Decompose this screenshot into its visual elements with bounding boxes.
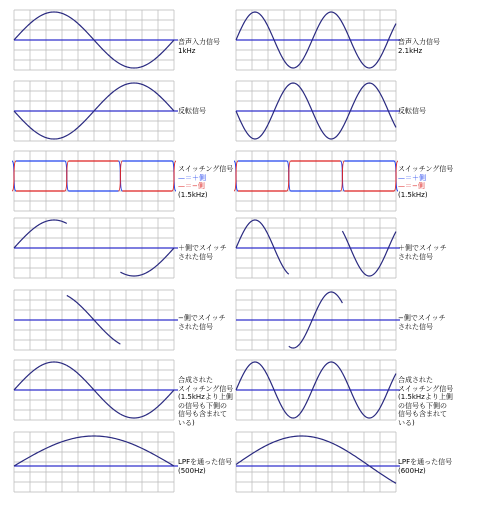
panel-label-line: −側でスイッチ (398, 314, 446, 322)
switch-transition (234, 161, 238, 191)
panel-label-line: −側でスイッチ (178, 314, 226, 322)
panel-label-line: ＋側でスイッチ (178, 244, 227, 252)
panel-label-line: スイッチング信号 (178, 165, 234, 173)
panel-label (398, 165, 453, 199)
switch-transition (118, 161, 122, 191)
panel-label-line: された信号 (178, 252, 213, 261)
panel-label (398, 38, 440, 55)
panel-label-line: の信号も下側の (398, 401, 447, 410)
panel-label-line: (1.5kHz) (398, 190, 428, 199)
panel-label (178, 376, 233, 427)
panel-label-line: (1.5kHz) (178, 190, 208, 199)
panel-label-line: —＝−側 (178, 182, 205, 190)
panel-label-line: スイッチング信号 (398, 384, 454, 393)
panel-label-line: —＝＋側 (398, 173, 426, 182)
panel-label (178, 38, 220, 55)
panel-label-line: 音声入力信号 (398, 38, 440, 46)
panel-label-line: LPFを通った信号 (398, 458, 453, 466)
combined-wave (14, 362, 67, 390)
switch-transition (65, 161, 69, 191)
panel-label-line: 信号も含まれて (398, 410, 447, 418)
panel-label-line: 2.1kHz (398, 46, 423, 55)
panel-label-line: 1kHz (178, 46, 196, 55)
panel-label (398, 458, 452, 475)
panel-label-line: 信号も含まれて (178, 410, 227, 418)
panel-label-line: 音声入力信号 (178, 38, 220, 46)
panel-label-line: スイッチング信号 (398, 165, 454, 173)
panel-label-line: された信号 (178, 322, 213, 331)
panel-label (178, 165, 233, 199)
panel-label-line: —＝＋側 (178, 173, 206, 182)
panel-label-line: いる) (178, 418, 195, 427)
panel-label-line: (600Hz) (398, 466, 426, 475)
panel-label-line: 合成された (398, 376, 433, 384)
switch-transition (172, 161, 176, 191)
panel-label-line: (1.5kHzより上側 (178, 393, 233, 401)
panel-label-line: ＋側でスイッチ (398, 244, 447, 252)
switch-transition (12, 161, 16, 191)
panel-label-line: された信号 (398, 322, 433, 331)
panel-label-line: の信号も下側の (178, 401, 227, 410)
panel-label-line: スイッチング信号 (178, 384, 234, 393)
panel-label-line: いる) (398, 418, 415, 427)
panel-label (178, 107, 206, 116)
panel-label-line: 合成された (178, 376, 213, 384)
panel-label (398, 376, 453, 427)
plus-switched-wave (120, 248, 174, 276)
panel-label (178, 244, 227, 261)
panel-label-line: 反転信号 (398, 107, 426, 115)
panel-label-line: 反転信号 (178, 107, 206, 115)
plus-switched-wave (14, 220, 67, 248)
panel-label-line: (500Hz) (178, 466, 206, 475)
panel-label (398, 107, 426, 116)
panel-label (398, 314, 446, 331)
panel-label (178, 458, 232, 475)
panel-label-line: された信号 (398, 252, 433, 261)
panel-label (398, 244, 447, 261)
panel-label-line: —＝−側 (398, 182, 425, 190)
combined-wave (120, 390, 174, 418)
panel-label-line: (1.5kHzより上側 (398, 393, 453, 401)
switch-transition (287, 161, 291, 191)
panel-label (178, 314, 226, 331)
switch-transition (340, 161, 344, 191)
panel-label-line: LPFを通った信号 (178, 458, 233, 466)
